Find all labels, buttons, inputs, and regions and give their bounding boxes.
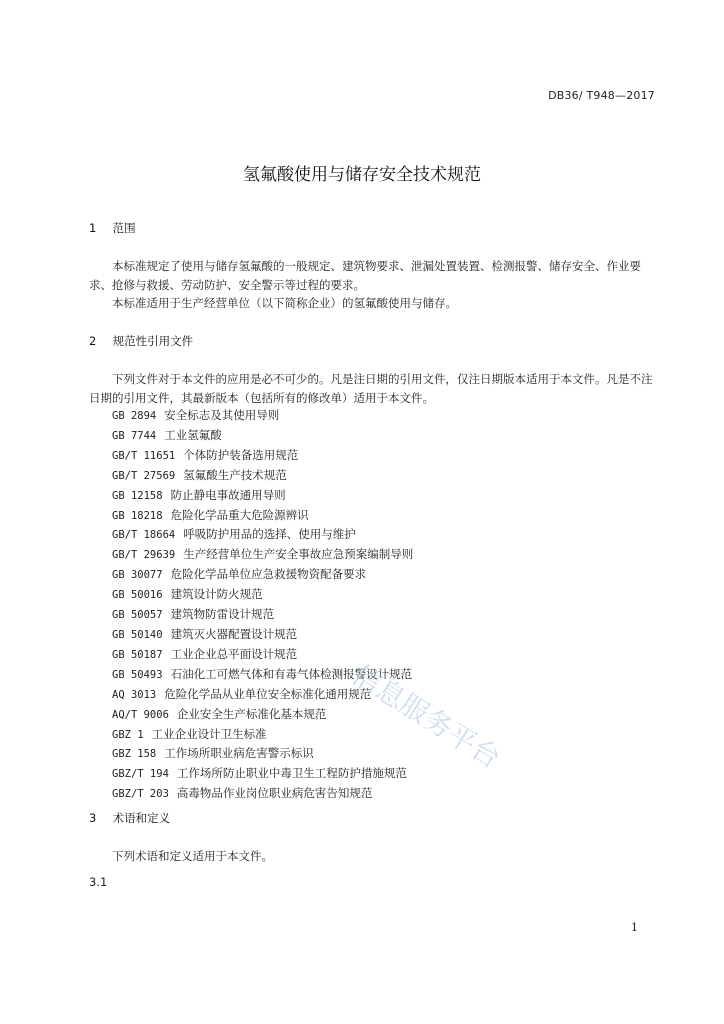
- reference-list: [112, 406, 413, 804]
- reference-title: 危险化学品单位应急救援物资配备要求: [170, 567, 367, 582]
- reference-code: GB 18218: [112, 509, 163, 522]
- reference-item: [112, 685, 413, 705]
- reference-title: 工业企业设计卫生标准: [151, 726, 267, 741]
- reference-title: 呼吸防护用品的选择、使用与维护: [183, 527, 356, 542]
- section-number: 2: [89, 334, 97, 348]
- reference-code: GBZ 158: [112, 748, 157, 761]
- reference-title: 建筑物防雷设计规范: [170, 607, 275, 622]
- reference-title: 建筑设计防火规范: [170, 587, 263, 602]
- reference-title: 氢氟酸生产技术规范: [183, 467, 287, 482]
- reference-item: [112, 446, 413, 466]
- reference-item: [112, 605, 413, 625]
- reference-code: GB/T 27569: [112, 469, 176, 482]
- reference-code: GBZ 1: [112, 728, 144, 741]
- watermark-text: 信息服务平台: [346, 657, 507, 775]
- scope-paragraph-1: 本标准规定了使用与储存氢氟酸的一般规定、建筑物要求、泄漏处置装置、检测报警、储存安全、作业要求、抢修与救援、劳动防护、安全警示等过程的要求。: [89, 259, 641, 292]
- reference-code: GB 7744: [112, 429, 157, 442]
- reference-title: 企业安全生产标准化基本规范: [176, 706, 327, 721]
- reference-item: [112, 565, 413, 585]
- reference-title: 工业企业总平面设计规范: [170, 646, 298, 661]
- scope-paragraph-2: 本标准适用于生产经营单位（以下简称企业）的氢氟酸使用与储存。: [112, 296, 457, 310]
- reference-title: 安全标志及其使用导则: [164, 408, 280, 422]
- section-title: 规范性引用文件: [112, 334, 194, 348]
- section-title: 术语和定义: [112, 811, 171, 825]
- reference-item: [112, 705, 413, 725]
- normative-intro: 下列文件对于本文件的应用是必不可少的。凡是注日期的引用文件，仅注日期版本适用于本文件。凡是不注日期的引用文件，其最新版本（包括所有的修改单）适用于本文件。: [89, 372, 653, 405]
- reference-code: GB 50493: [112, 668, 163, 681]
- reference-code: GB 2894: [112, 410, 157, 422]
- reference-item: [112, 784, 413, 804]
- document-title: 氢氟酸使用与储存安全技术规范: [243, 165, 481, 185]
- reference-item: [112, 744, 413, 764]
- reference-item: [112, 585, 413, 605]
- reference-code: AQ/T 9006: [112, 708, 169, 721]
- reference-title: 高毒物品作业岗位职业病危害告知规范: [176, 786, 373, 801]
- reference-title: 个体防护装备选用规范: [183, 447, 299, 462]
- reference-code: GB/T 29639: [112, 549, 176, 562]
- reference-title: 防止静电事故通用导则: [170, 487, 286, 502]
- section-number: 3: [89, 811, 97, 825]
- reference-item: [112, 725, 413, 745]
- subclause-number: 3.1: [89, 875, 108, 889]
- section-number: 1: [89, 221, 97, 235]
- reference-item: [112, 406, 413, 426]
- reference-title: 危险化学品重大危险源辨识: [170, 507, 309, 522]
- reference-code: GB/T 18664: [112, 529, 176, 542]
- reference-item: [112, 486, 413, 506]
- reference-code: GB 30077: [112, 569, 163, 582]
- section-title: 范围: [112, 221, 136, 235]
- reference-item: [112, 545, 413, 565]
- reference-title: 生产经营单位生产安全事故应急预案编制导则: [183, 547, 414, 562]
- reference-item: [112, 665, 413, 685]
- reference-code: GBZ/T 203: [112, 788, 169, 801]
- reference-title: 工作场所职业病危害警示标识: [164, 746, 314, 761]
- reference-item: [112, 506, 413, 526]
- section-heading-terms: [89, 810, 170, 826]
- reference-title: 石油化工可燃气体和有毒气体检测报警设计规范: [170, 666, 413, 681]
- reference-item: [112, 625, 413, 645]
- reference-item: [112, 426, 413, 446]
- terms-intro: 下列术语和定义适用于本文件。: [112, 849, 273, 863]
- reference-code: GB 50057: [112, 609, 163, 622]
- reference-code: GB 50016: [112, 589, 163, 602]
- reference-item: [112, 525, 413, 545]
- reference-code: GB 12158: [112, 489, 163, 502]
- reference-code: AQ 3013: [112, 688, 157, 701]
- section-heading-scope: [89, 220, 136, 236]
- reference-title: 工业氢氟酸: [164, 427, 222, 442]
- reference-item: [112, 764, 413, 784]
- standard-code: DB36/ T948—2017: [548, 89, 655, 102]
- reference-code: GB 50187: [112, 648, 163, 661]
- reference-code: GBZ/T 194: [112, 768, 169, 781]
- section-heading-normative: [89, 333, 193, 349]
- reference-item: [112, 645, 413, 665]
- reference-code: GB 50140: [112, 628, 163, 641]
- reference-title: 危险化学品从业单位安全标准化通用规范: [164, 686, 372, 701]
- reference-code: GB/T 11651: [112, 449, 176, 462]
- reference-title: 工作场所防止职业中毒卫生工程防护措施规范: [176, 766, 407, 781]
- reference-title: 建筑灭火器配置设计规范: [170, 626, 298, 641]
- reference-item: [112, 466, 413, 486]
- page-number: 1: [631, 921, 638, 934]
